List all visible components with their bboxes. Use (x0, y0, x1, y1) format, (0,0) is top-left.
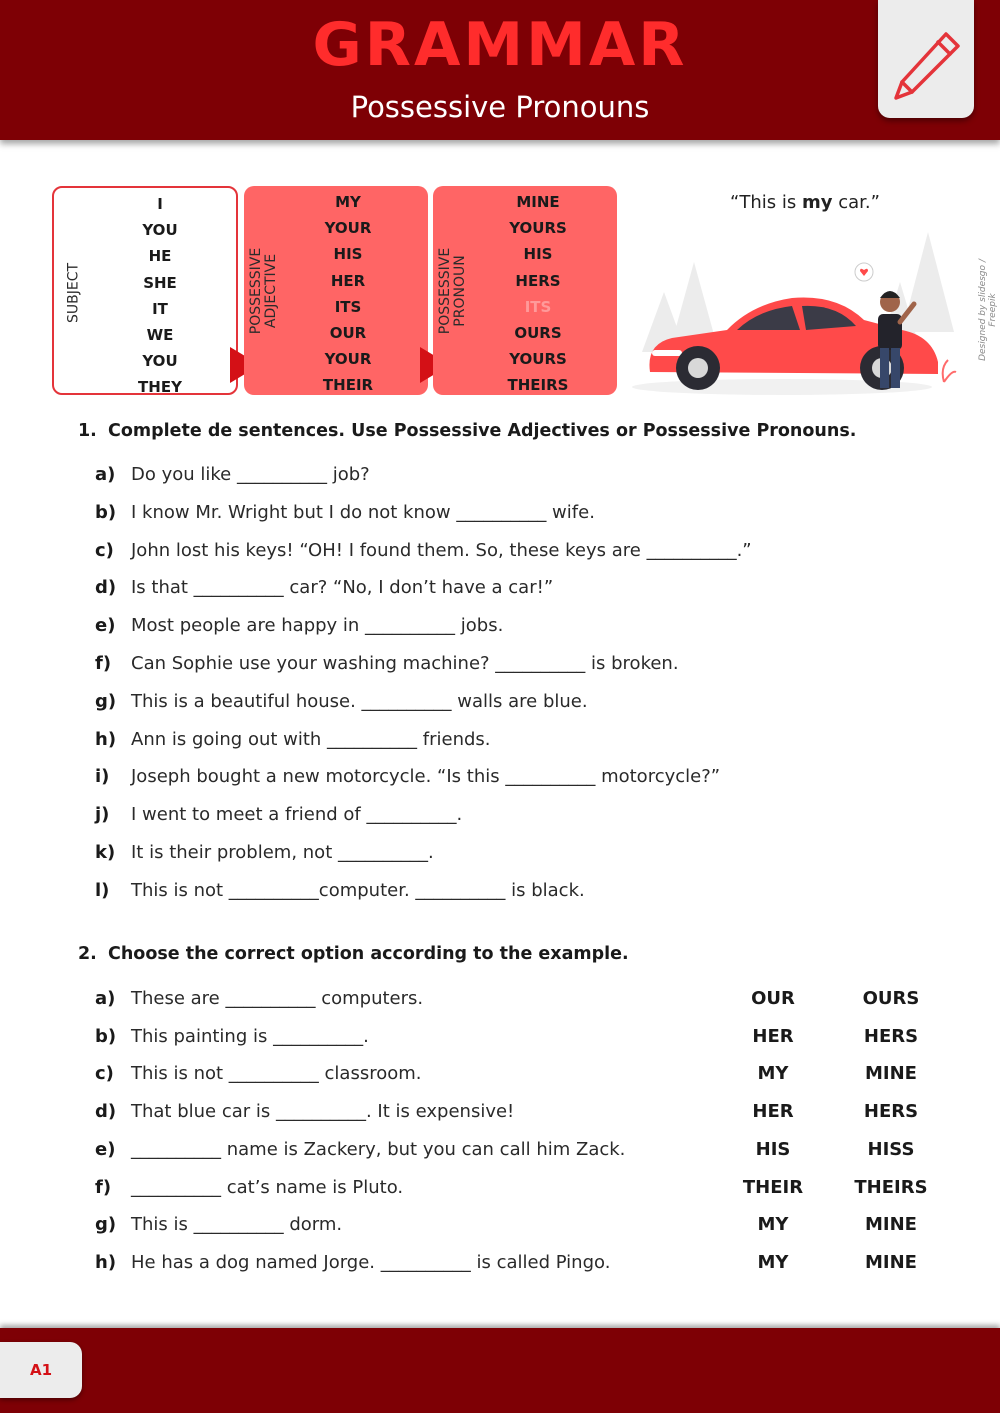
question-letter: d) (95, 1101, 117, 1123)
answer-option[interactable]: OURS (862, 988, 920, 1009)
adjective-list (278, 189, 418, 399)
question-row (95, 1252, 955, 1280)
question-text: Is that __________ car? “No, I don’t have a car!” (131, 577, 554, 599)
image-credit: Designed by slidesgo / Freepik (978, 259, 998, 361)
page-title: GRAMMAR (312, 10, 688, 80)
adjective-item: YOUR (324, 350, 372, 369)
adjective-item: THEIR (322, 376, 374, 395)
pronoun-item: HERS (515, 271, 561, 290)
pronoun-label: POSSESSIVE PRONOUN (437, 247, 468, 334)
answer-option[interactable]: MINE (865, 1214, 917, 1236)
pronoun-item: HIS (523, 245, 553, 264)
question-letter: e) (95, 615, 116, 637)
car-illustration (632, 222, 958, 402)
question-row (95, 1177, 955, 1205)
question-text: __________ cat’s name is Pluto. (131, 1176, 404, 1198)
question-text: That blue car is __________. It is expensive! (131, 1101, 515, 1123)
question-row (95, 1214, 955, 1242)
question-text: Ann is going out with __________ friends. (131, 728, 491, 750)
question-letter: f) (95, 1176, 112, 1198)
question-letter: a) (95, 988, 116, 1009)
page-subtitle: Possessive Pronouns (350, 90, 650, 124)
question-row (95, 988, 955, 1016)
answer-option[interactable]: MY (757, 1214, 789, 1236)
subject-column (52, 186, 238, 395)
question-letter: g) (95, 1214, 117, 1236)
answer-option[interactable]: HISS (867, 1138, 915, 1160)
pronoun-item: THEIRS (507, 376, 569, 395)
subject-item: YOU (142, 352, 178, 371)
question-row (95, 880, 955, 908)
pronoun-item: YOURS (509, 350, 567, 369)
question-row (95, 804, 955, 832)
question-row (95, 615, 955, 643)
page-header (0, 0, 1000, 140)
pronoun-item: MINE (516, 193, 560, 211)
page-footer (0, 1328, 1000, 1413)
question-row (95, 464, 955, 492)
question-text: Joseph bought a new motorcycle. “Is this __________ motorcycle?” (131, 766, 721, 788)
question-text: This painting is __________. (131, 1025, 369, 1047)
question-letter: h) (95, 1251, 117, 1273)
adjective-column (244, 186, 428, 395)
adjective-label: POSSESSIVE ADJECTIVE (248, 247, 279, 334)
question-row (95, 540, 955, 568)
question-text: This is not __________computer. __________ is black. (131, 879, 585, 901)
exercise-2-title: 2. Choose the correct option according to the example. (78, 944, 629, 964)
answer-option[interactable]: HER (752, 1101, 794, 1123)
question-text: I know Mr. Wright but I do not know __________ wife. (131, 501, 595, 523)
subject-item: I (157, 195, 163, 213)
pronoun-item: ITS (524, 297, 552, 316)
question-text: This is not __________ classroom. (131, 1063, 422, 1085)
question-text: Can Sophie use your washing machine? __________ is broken. (131, 653, 679, 674)
question-letter: l) (95, 879, 110, 901)
subject-label: SUBJECT (65, 262, 82, 323)
pronoun-list (468, 189, 608, 399)
answer-option[interactable]: THEIR (742, 1176, 804, 1198)
question-letter: e) (95, 1138, 116, 1160)
answer-option[interactable]: THEIRS (854, 1176, 928, 1198)
subject-item: THEY (138, 378, 182, 397)
question-row (95, 1063, 955, 1091)
question-row (95, 729, 955, 757)
pencil-icon (888, 28, 964, 104)
question-letter: f) (95, 653, 112, 674)
answer-option[interactable]: MY (757, 1251, 789, 1273)
question-letter: i) (95, 766, 110, 788)
question-row (95, 1026, 955, 1054)
adjective-item: YOUR (324, 219, 372, 238)
question-row (95, 502, 955, 530)
question-row (95, 1101, 955, 1129)
adjective-item: ITS (334, 297, 362, 316)
subject-item: IT (152, 299, 168, 318)
pronoun-item: YOURS (509, 219, 567, 238)
answer-option[interactable]: MINE (865, 1063, 917, 1085)
answer-option[interactable]: HERS (863, 1101, 919, 1123)
question-letter: b) (95, 501, 117, 523)
pronoun-item: OURS (514, 323, 562, 342)
answer-option[interactable]: HERS (863, 1025, 919, 1047)
adjective-item: HIS (333, 245, 363, 264)
question-letter: h) (95, 728, 117, 750)
question-text: Do you like __________ job? (131, 464, 370, 485)
question-row (95, 842, 955, 870)
question-row (95, 691, 955, 719)
question-letter: a) (95, 464, 116, 485)
answer-option[interactable]: HIS (755, 1138, 791, 1160)
answer-option[interactable]: MY (757, 1063, 789, 1085)
question-row (95, 653, 955, 681)
answer-option[interactable]: HER (752, 1025, 794, 1047)
question-letter: c) (95, 1063, 114, 1085)
question-text: It is their problem, not __________. (131, 842, 434, 863)
adjective-item: OUR (329, 323, 367, 342)
example-quote: “This is my car.” (730, 192, 880, 213)
question-text: This is a beautiful house. __________ walls are blue. (131, 690, 588, 712)
question-row (95, 1139, 955, 1167)
question-letter: b) (95, 1025, 117, 1047)
question-text: __________ name is Zackery, but you can call him Zack. (131, 1138, 626, 1160)
question-letter: d) (95, 577, 117, 599)
question-text: This is __________ dorm. (131, 1214, 343, 1236)
question-text: He has a dog named Jorge. __________ is called Pingo. (131, 1251, 611, 1273)
pencil-card (878, 0, 974, 118)
adjective-item: HER (330, 271, 366, 290)
question-text: Most people are happy in __________ jobs. (131, 615, 504, 637)
question-letter: c) (95, 539, 114, 561)
question-row (95, 766, 955, 794)
answer-option[interactable]: OUR (751, 988, 795, 1009)
question-text: These are __________ computers. (131, 988, 424, 1009)
subject-item: WE (146, 325, 174, 344)
subject-item: HE (148, 247, 172, 266)
pronoun-column (433, 186, 617, 395)
answer-option[interactable]: MINE (865, 1251, 917, 1273)
subject-list (90, 191, 230, 401)
question-text: John lost his keys! “OH! I found them. So, these keys are __________.” (131, 539, 752, 561)
adjective-item: MY (335, 193, 361, 211)
question-letter: g) (95, 690, 117, 712)
question-letter: j) (95, 804, 110, 826)
level-badge: A1 (0, 1342, 82, 1398)
question-letter: k) (95, 842, 116, 863)
question-row (95, 577, 955, 605)
subject-item: YOU (142, 221, 178, 240)
exercise-1-title: 1. Complete de sentences. Use Possessive Adjectives or Possessive Pronouns. (78, 421, 857, 441)
subject-item: SHE (143, 273, 177, 292)
question-text: I went to meet a friend of __________. (131, 804, 463, 826)
